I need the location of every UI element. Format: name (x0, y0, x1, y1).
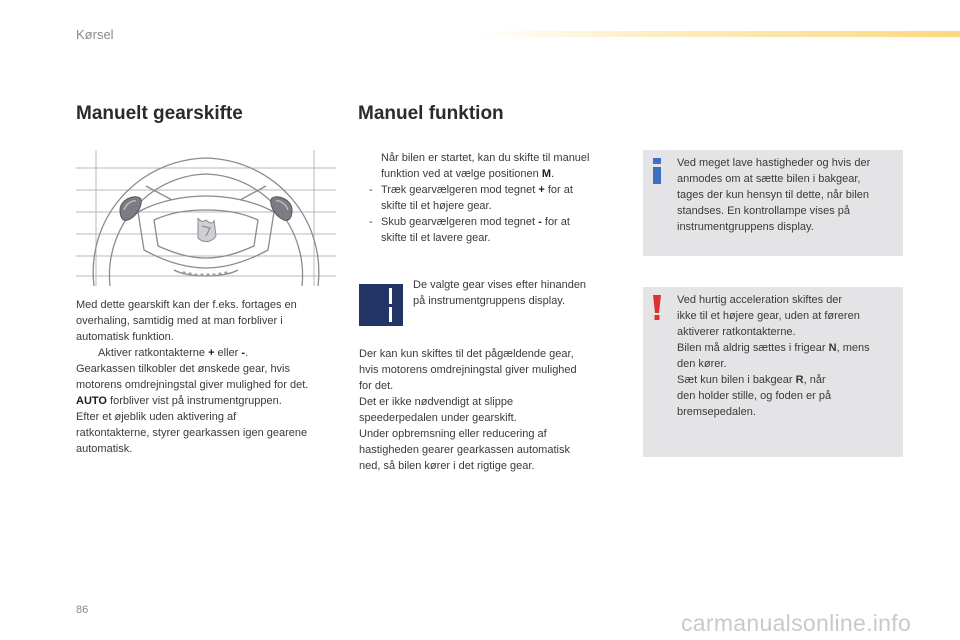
right-paddle-icon (271, 197, 292, 221)
middle-instructions: Når bilen er startet, kan du skifte til manuel funktion ved at vælge positionen M. - Træk gearvælgeren mod tegnet + for at skifte til et højere gear. - Skub gearvælgeren mod tegnet - for at skifte til et lavere gear. (359, 150, 629, 246)
left-paddle-icon (120, 197, 141, 221)
middle-body: Der kan kun skiftes til det pågældende gear, hvis motorens omdrejningstal giver mulighed for det. Det er ikke nødvendigt at slippe speederpedalen under gearskift. Under opbremsning eller reducering af hastigheden gearer gearkassen automatisk ned, så bilen kører i det rigtige gear. (359, 348, 577, 472)
info-icon (651, 158, 663, 184)
bullet-marker-icon (359, 150, 381, 166)
auto-label: AUTO (76, 395, 107, 407)
peugeot-logo-icon (198, 218, 216, 242)
left-bullet: Aktiver ratkontakterne + eller -. (76, 345, 341, 361)
info-box: Ved meget lave hastigheder og hvis der anmodes om at sætte bilen i bakgear, tages der kun hensyn til dette, når bilen standses. En kontrollampe vises på instrumentgruppens display. (643, 150, 903, 256)
warning-box: Ved hurtig acceleration skiftes der ikke til et højere gear, uden at føreren aktiverer ratkontakterne. Bilen må aldrig sættes i frigear N, mens den kører. Sæt kun bilen i bakgear R, når den holder stille, og foden er på bremsepedalen. (643, 287, 903, 457)
left-body: Med dette gearskift kan der f.eks. fortages en overhaling, samtidig med at man forbliver i automatisk funktion. Aktiver ratkontakterne + eller -. Gearkassen tilkobler det ønskede gear, hvis motorens omdrejningstal giver mulighed for det. AUTO forbliver vist på instrumentgruppen. Efter et øjeblik uden aktivering af ratkontakterne, styrer gearkassen igen gearene automatisk. (76, 297, 341, 457)
warning-exclamation-icon (651, 295, 663, 321)
header-gradient-bar (478, 31, 960, 37)
page-number: 86 (76, 604, 89, 616)
middle-title: Manuel funktion (358, 103, 504, 124)
gear-display-icon (359, 284, 403, 326)
bullet-marker-icon (76, 345, 98, 361)
left-title: Manuelt gearskifte (76, 103, 243, 124)
watermark: carmanualsonline.info (681, 610, 912, 636)
section-label: Kørsel (76, 27, 114, 42)
display-note: De valgte gear vises efter hinanden på instrumentgruppens display. (413, 279, 587, 307)
steering-wheel-paddles-illustration (76, 150, 336, 286)
